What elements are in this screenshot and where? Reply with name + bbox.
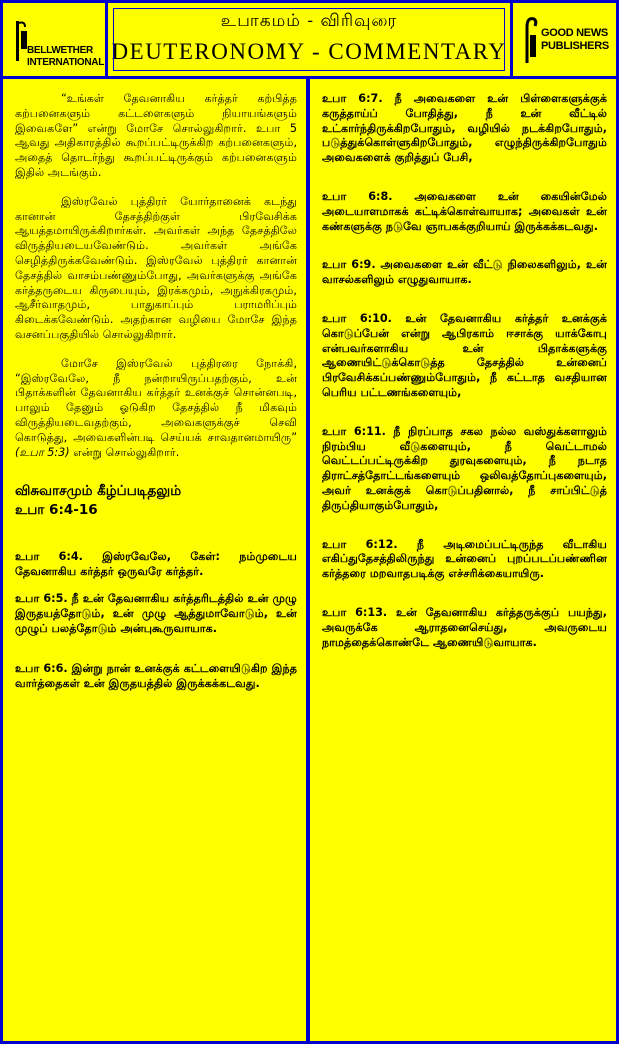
right-column: [322, 92, 607, 662]
section-heading: [15, 482, 297, 520]
column-divider: [306, 79, 310, 1044]
header: [0, 0, 619, 79]
left-column: [15, 92, 297, 704]
verse-6-5: உபா 6:5. நீ உன் தேவனாகிய கர்த்தரிடத்தில் உன் முழு இருதயத்தோடும், உன் முழு ஆத்துமாவோடும், உன் முழுப் பலத்தோடும் அன்புகூருவாயாக.: [15, 591, 297, 635]
title-english: DEUTERONOMY - COMMENTARY: [111, 39, 507, 64]
verse-6-8: உபா 6:8. அவைகளை உன் கையின்மேல் அடையாளமாகக் கட்டிக்கொள்வாயாக; அவைகள் உன் கண்களுக்கு நடுவே ஞாபகக்குறியாய் இருக்கக்கடவது.: [322, 189, 607, 233]
title-tamil: உபாகமம் - விரிவுரை: [220, 11, 398, 31]
verse-6-12: உபா 6:12. நீ அடிமைப்பட்டிருந்த வீடாகிய எகிப்துதேசத்திலிருந்து உன்னைப் புறப்படப்பண்ணின கர்த்தரை மறவாதபடிக்கு எச்சரிக்கையாயிரு.: [322, 537, 607, 581]
logo-right-line1: GOOD NEWS: [541, 27, 608, 39]
title-inner-border: [113, 8, 505, 71]
title-box: [105, 0, 513, 79]
verse-6-9: உபா 6:9. அவைகளை உன் வீட்டு நிலைகளிலும், உன் வாசல்களிலும் எழுதுவாயாக.: [322, 258, 607, 287]
logo-right-text: [541, 27, 609, 53]
verse-6-11: உபா 6:11. நீ நிரப்பாத சகல நல்ல வஸ்துக்களாலும் நிரம்பிய வீடுகளையும், நீ வெட்டாமல் வெட்டப்பட்டிருக்கிற துரவுகளையும், நீ நடாத திராட்சத்தோட்டங்களையும் ஒலிவத்தோப்புகளையும், அவர் உனக்குக் கொடுப்பதினால், நீ சாப்பிட்டுத் திருப்தியாகும்போதும்,: [322, 424, 607, 512]
verse-6-6: உபா 6:6. இன்று நான் உனக்குக் கட்டளையிடுகிற இந்த வார்த்தைகள் உன் இருதயத்தில் இருக்கக்கடவது.: [15, 662, 297, 691]
quote-paragraph: [15, 357, 297, 461]
logo-good-news: [510, 0, 619, 79]
verse-6-7: உபா 6:7. நீ அவைகளை உன் பிள்ளைகளுக்குக் கருத்தாய்ப் போதித்து, நீ உன் வீட்டில் உட்கார்ந்திருக்கிறபோதும், வழியில் நடக்கிறபோதும், படுத்துக்கொள்ளுகிறபோதும், எழுந்திருக்கிறபோதும் அவைகளைக் குறித்துப் பேசி,: [322, 92, 607, 165]
heading-title: விசுவாசமும் கீழ்ப்படிதலும்: [15, 483, 182, 500]
quote-text: மோசே இஸ்ரவேல் புத்திரரை நோக்கி, “இஸ்ரவேலே, நீ நன்றாயிருப்பதற்கும், உன் பிதாக்களின் தேவனாகிய கர்த்தர் உனக்குச் சொன்னபடி, பாலும் தேனும் ஓடுகிற தேசத்தில் நீ மிகவும் விருத்தியடைவதற்கும், அவைகளுக்குச் செவி கொடுத்து, அவைகளின்படி செய்யக் சாவதானமாயிரு”: [15, 356, 297, 444]
verse-6-13: உபா 6:13. உன் தேவனாகிய கர்த்தருக்குப் பயந்து, அவருக்கே ஆராதனைசெய்து, அவருடைய நாமத்தைக்கொண்டே ஆணையிடுவாயாக.: [322, 605, 607, 649]
logo-left-text: [27, 45, 104, 69]
logo-right-line2: PUBLISHERS: [541, 40, 609, 52]
verse-6-4: உபா 6:4. இஸ்ரவேலே, கேள்: நம்முடைய தேவனாகிய கர்த்தர் ஒருவரே கர்த்தர்.: [15, 550, 297, 579]
verse-6-10: உபா 6:10. உன் தேவனாகிய கர்த்தர் உனக்குக் கொடுப்பேன் என்று ஆபிரகாம் ஈசாக்கு யாக்கோபு என்பவர்களாகிய உன் பிதாக்களுக்கு ஆணையிட்டுக்கொடுத்த தேசத்தில் உன்னைப் பிரவேசிக்கப்பண்ணும்போதும், நீ கட்டாத வசதியான பெரிய பட்டணங்களையும்,: [322, 311, 607, 399]
heading-reference: உபா 6:4-16: [15, 502, 98, 519]
logo-bellwether: [0, 0, 108, 79]
quote-reference: (உபா 5:3): [15, 445, 70, 459]
logo-left-line2: INTERNATIONAL: [27, 57, 105, 68]
intro-paragraph: “உங்கள் தேவனாகிய கர்த்தர் கற்பித்த கற்பனைகளும் கட்டளைகளும் நியாயங்களும் இவைகளே” என்று மோசே சொல்லுகிறார். உபா 5 ஆவது அதிகாரத்தில் கூறப்பட்டிருக்கிற கற்பனைகளும், அதைத் தொடர்ந்து கூறப்பட்டிருக்கும் கற்பனைகளும் இதில் அடங்கும்.: [15, 92, 297, 179]
quote-end: என்று சொல்லுகிறார்.: [73, 445, 180, 459]
context-paragraph: இஸ்ரவேல் புத்திரர் யோர்தானைக் கடந்து கானான் தேசத்திற்குள் பிரவேசிக்க ஆயத்தமாயிருக்கிறார்கள். அவர்கள் அந்த தேசத்திலே விருத்தியடையவேண்டும். அவர்கள் அங்கே செழித்திருக்கவேண்டும். இஸ்ரவேல் புத்திரர் கானான் தேசத்தில் வாசம்பண்ணும்போது, அவர்களுக்கு அங்கே கர்த்தருடைய கிருபையும், இரக்கமும், அநுக்கிரகமும், ஆசீர்வாதமும், பாதுகாப்பும் பராமரிப்பும் கிடைக்கவேண்டும். அதற்கான வழியை மோசே இந்த வசனப்பகுதியில் சொல்லுகிறார்.: [15, 194, 297, 341]
logo-left-line1: BELLWETHER: [27, 45, 93, 56]
shepherd-staff-icon: [523, 15, 539, 65]
